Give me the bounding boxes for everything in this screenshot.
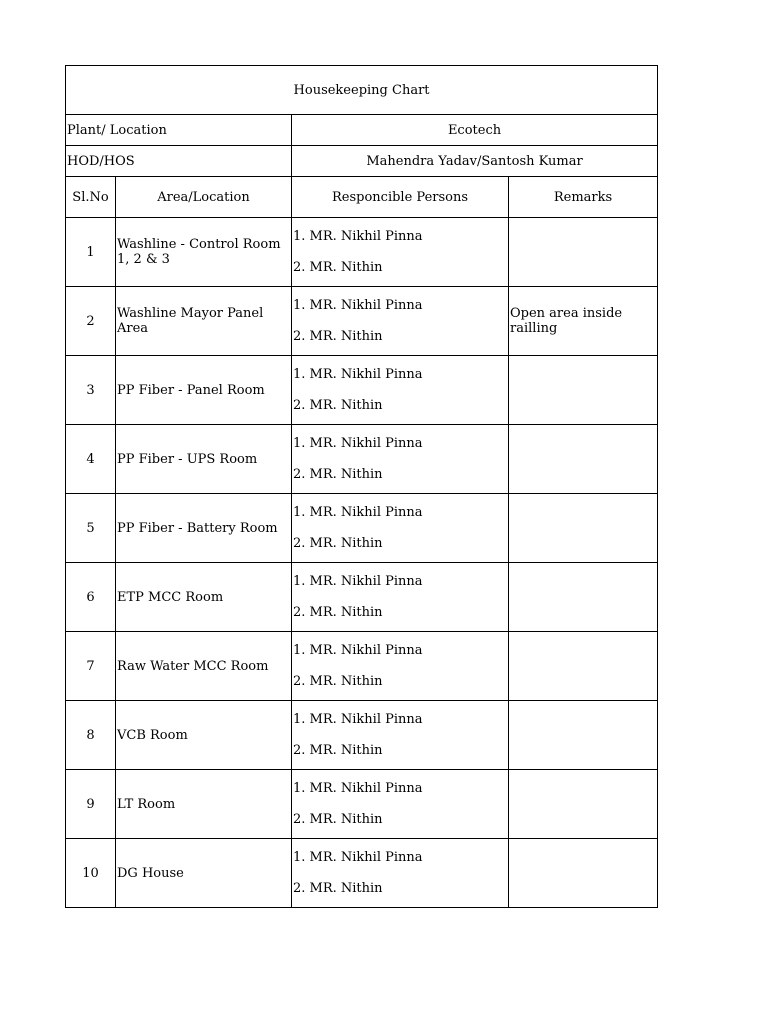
cell-remarks[interactable]: [509, 356, 658, 425]
cell-slno[interactable]: 4: [66, 425, 116, 494]
cell-area[interactable]: PP Fiber - Panel Room: [116, 356, 292, 425]
cell-area[interactable]: PP Fiber - UPS Room: [116, 425, 292, 494]
cell-area[interactable]: ETP MCC Room: [116, 563, 292, 632]
person-name: 2. MR. Nithin: [293, 398, 383, 413]
plant-location-value[interactable]: Ecotech: [292, 115, 658, 146]
table-row: [66, 563, 658, 632]
cell-slno[interactable]: 8: [66, 701, 116, 770]
cell-persons[interactable]: [292, 632, 509, 701]
table-row: [66, 425, 658, 494]
cell-persons[interactable]: [292, 287, 509, 356]
table-row: [66, 494, 658, 563]
cell-remarks[interactable]: [509, 839, 658, 908]
person-name: 1. MR. Nikhil Pinna: [293, 574, 423, 589]
housekeeping-table: [65, 65, 658, 908]
person-name: 2. MR. Nithin: [293, 536, 383, 551]
cell-remarks[interactable]: [509, 770, 658, 839]
cell-area[interactable]: Raw Water MCC Room: [116, 632, 292, 701]
sheet-title[interactable]: Housekeeping Chart: [66, 66, 658, 115]
title-row: [66, 66, 658, 115]
cell-slno[interactable]: 10: [66, 839, 116, 908]
cell-remarks[interactable]: [509, 425, 658, 494]
cell-slno[interactable]: 3: [66, 356, 116, 425]
cell-slno[interactable]: 9: [66, 770, 116, 839]
cell-persons[interactable]: [292, 701, 509, 770]
cell-remarks[interactable]: Open area inside railling: [509, 287, 658, 356]
plant-location-label[interactable]: Plant/ Location: [66, 115, 292, 146]
cell-persons[interactable]: [292, 563, 509, 632]
cell-remarks[interactable]: [509, 218, 658, 287]
person-name: 2. MR. Nithin: [293, 329, 383, 344]
cell-remarks[interactable]: [509, 632, 658, 701]
table-row: [66, 632, 658, 701]
cell-slno[interactable]: 5: [66, 494, 116, 563]
person-name: 2. MR. Nithin: [293, 674, 383, 689]
plant-location-row: [66, 115, 658, 146]
table-row: [66, 839, 658, 908]
cell-area[interactable]: VCB Room: [116, 701, 292, 770]
person-name: 1. MR. Nikhil Pinna: [293, 850, 423, 865]
cell-persons[interactable]: [292, 770, 509, 839]
column-header-area[interactable]: Area/Location: [116, 177, 292, 218]
table-row: [66, 287, 658, 356]
cell-persons[interactable]: [292, 356, 509, 425]
cell-slno[interactable]: 2: [66, 287, 116, 356]
person-name: 2. MR. Nithin: [293, 812, 383, 827]
table-row: [66, 356, 658, 425]
person-name: 1. MR. Nikhil Pinna: [293, 781, 423, 796]
cell-slno[interactable]: 6: [66, 563, 116, 632]
person-name: 1. MR. Nikhil Pinna: [293, 298, 423, 313]
person-name: 1. MR. Nikhil Pinna: [293, 643, 423, 658]
column-header-row: [66, 177, 658, 218]
person-name: 1. MR. Nikhil Pinna: [293, 505, 423, 520]
cell-area[interactable]: DG House: [116, 839, 292, 908]
cell-remarks[interactable]: [509, 494, 658, 563]
cell-persons[interactable]: [292, 839, 509, 908]
person-name: 1. MR. Nikhil Pinna: [293, 712, 423, 727]
person-name: 2. MR. Nithin: [293, 605, 383, 620]
table-row: [66, 770, 658, 839]
table-row: [66, 701, 658, 770]
cell-persons[interactable]: [292, 218, 509, 287]
cell-area[interactable]: Washline - Control Room 1, 2 & 3: [116, 218, 292, 287]
person-name: 1. MR. Nikhil Pinna: [293, 367, 423, 382]
person-name: 1. MR. Nikhil Pinna: [293, 436, 423, 451]
cell-area[interactable]: Washline Mayor Panel Area: [116, 287, 292, 356]
cell-area[interactable]: LT Room: [116, 770, 292, 839]
cell-remarks[interactable]: [509, 701, 658, 770]
cell-persons[interactable]: [292, 425, 509, 494]
column-header-slno[interactable]: Sl.No: [66, 177, 116, 218]
cell-remarks[interactable]: [509, 563, 658, 632]
person-name: 2. MR. Nithin: [293, 260, 383, 275]
person-name: 2. MR. Nithin: [293, 743, 383, 758]
hod-hos-row: [66, 146, 658, 177]
column-header-persons[interactable]: Responcible Persons: [292, 177, 509, 218]
cell-persons[interactable]: [292, 494, 509, 563]
person-name: 1. MR. Nikhil Pinna: [293, 229, 423, 244]
person-name: 2. MR. Nithin: [293, 881, 383, 896]
cell-slno[interactable]: 7: [66, 632, 116, 701]
hod-hos-label[interactable]: HOD/HOS: [66, 146, 292, 177]
person-name: 2. MR. Nithin: [293, 467, 383, 482]
table-row: [66, 218, 658, 287]
column-header-remarks[interactable]: Remarks: [509, 177, 658, 218]
cell-slno[interactable]: 1: [66, 218, 116, 287]
hod-hos-value[interactable]: Mahendra Yadav/Santosh Kumar: [292, 146, 658, 177]
cell-area[interactable]: PP Fiber - Battery Room: [116, 494, 292, 563]
